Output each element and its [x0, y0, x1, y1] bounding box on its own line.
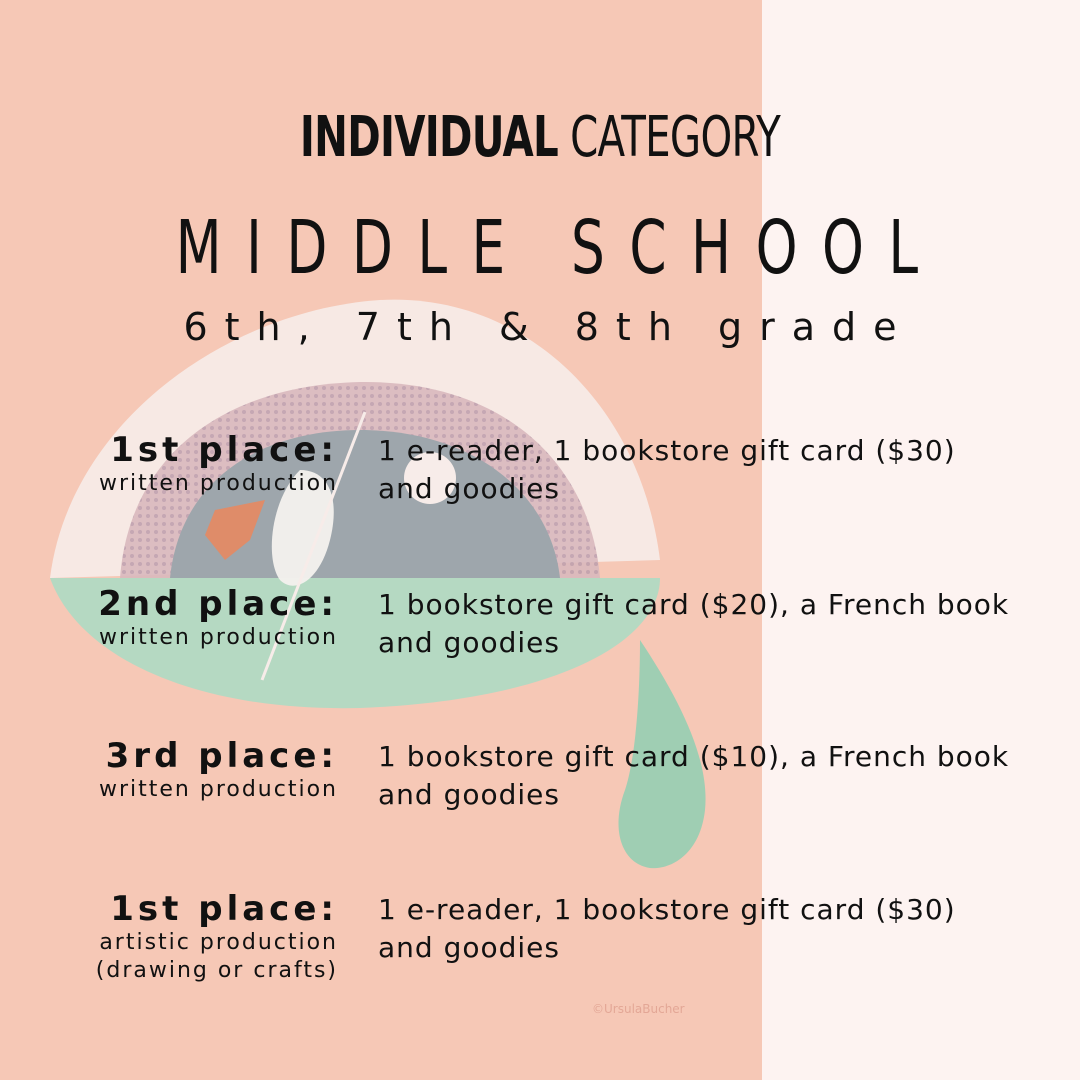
artist-credit: ©UrsulaBucher: [592, 1002, 685, 1016]
prize-label: [99, 430, 338, 498]
prize-category-detail: (drawing or crafts): [95, 958, 338, 983]
prize-place: 1st place:: [110, 889, 338, 929]
prize-place: 3rd place:: [105, 736, 338, 776]
prize-category: written production: [98, 777, 338, 802]
prize-place: 2nd place:: [98, 584, 338, 624]
prize-category: artistic production: [99, 930, 338, 955]
prize-reward: 1 e-reader, 1 bookstore gift card ($30) and goodies: [378, 893, 956, 964]
grades-subtitle: 6th, 7th & 8th grade: [183, 305, 914, 349]
category-title-normal: CATEGORY: [570, 105, 781, 170]
prize-label: [99, 736, 338, 804]
prize-reward: 1 bookstore gift card ($20), a French book and goodies: [378, 588, 1010, 659]
prize-label: [98, 584, 338, 652]
category-title: [151, 105, 929, 170]
prize-place: 1st place:: [110, 430, 338, 470]
prize-label: [96, 889, 338, 985]
prize-category: written production: [98, 625, 338, 650]
category-title-bold: INDIVIDUAL: [299, 105, 558, 170]
school-level-title: MIDDLE SCHOOL: [175, 205, 943, 291]
prize-reward: 1 bookstore gift card ($10), a French book and goodies: [378, 740, 1010, 811]
prize-category: written production: [98, 471, 338, 496]
prize-reward: 1 e-reader, 1 bookstore gift card ($30) and goodies: [378, 434, 956, 505]
